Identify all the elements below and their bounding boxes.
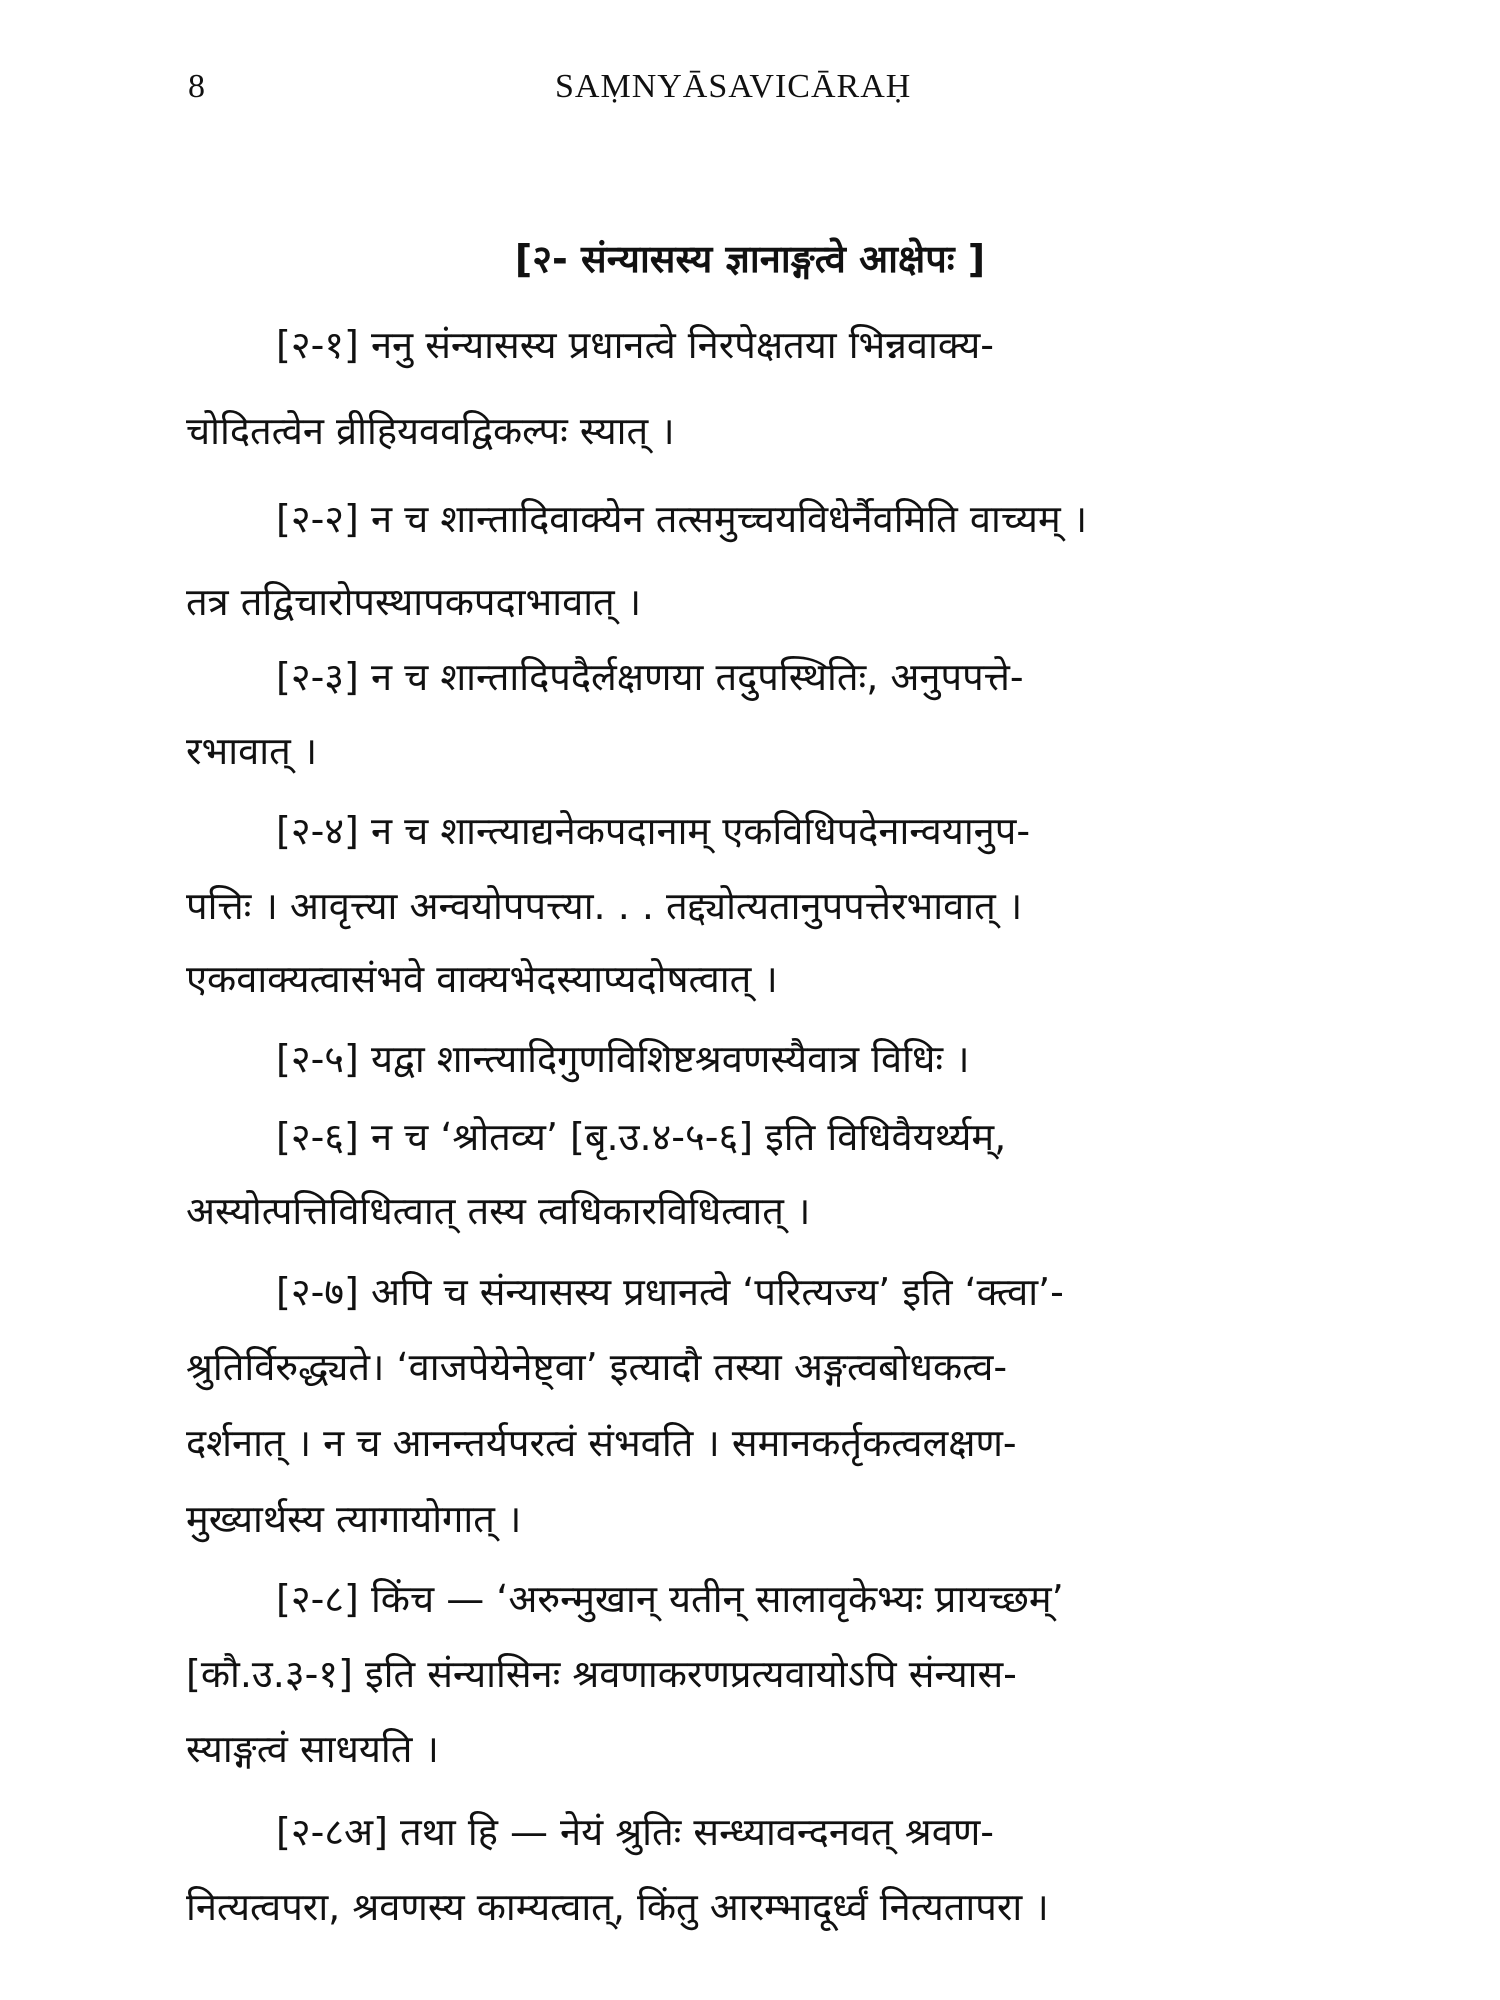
text-line-2-6-start: [२-६] न च ‘श्रोतव्य’ [बृ.उ.४-५-६] इति विधिवैयर्थ्यम्,: [276, 1115, 1007, 1159]
text-line-2-5-start: [२-५] यद्वा शान्त्यादिगुणविशिष्टश्रवणस्यैवात्र विधिः ।: [276, 1037, 970, 1081]
text-line: अस्योत्पत्तिविधित्वात् तस्य त्वधिकारविधित्वात् ।: [186, 1189, 811, 1233]
text-line: एकवाक्यत्वासंभवे वाक्यभेदस्याप्यदोषत्वात् ।: [186, 957, 778, 1001]
text-line-2-8a-start: [२-८अ] तथा हि — नेयं श्रुतिः सन्ध्यावन्दनवत् श्रवण-: [276, 1810, 995, 1854]
text-line: पत्तिः । आवृत्त्या अन्वयोपपत्त्या. . . तद्द्योत्यतानुपपत्तेरभावात् ।: [186, 884, 1023, 928]
text-line: तत्र तद्विचारोपस्थापकपदाभावात् ।: [186, 580, 642, 624]
text-line-2-7-start: [२-७] अपि च संन्यासस्य प्रधानत्वे ‘परित्यज्य’ इति ‘क्त्वा’-: [276, 1270, 1064, 1314]
text-line: श्रुतिर्विरुद्ध्यते। ‘वाजपेयेनेष्ट्वा’ इत्यादौ तस्या अङ्गत्वबोधकत्व-: [186, 1345, 1008, 1389]
section-heading: [२- संन्यासस्य ज्ञानाङ्गत्वे आक्षेपः ]: [514, 237, 986, 281]
text-line-2-4-start: [२-४] न च शान्त्याद्यनेकपदानाम् एकविधिपदेनान्वयानुप-: [276, 809, 1031, 853]
text-line-2-3-start: [२-३] न च शान्तादिपदैर्लक्षणया तदुपस्थितिः, अनुपपत्ते-: [276, 655, 1024, 699]
text-line: रभावात् ।: [186, 729, 318, 773]
page-number: 8: [188, 68, 205, 105]
text-line-2-2-start: [२-२] न च शान्तादिवाक्येन तत्समुच्चयविधेर्नैवमिति वाच्यम् ।: [276, 497, 1088, 541]
text-line-2-1-start: [२-१] ननु संन्यासस्य प्रधानत्वे निरपेक्षतया भिन्नवाक्य-: [276, 323, 994, 367]
text-line: [कौ.उ.३-१] इति संन्यासिनः श्रवणाकरणप्रत्यवायोऽपि संन्यास-: [186, 1652, 1017, 1696]
text-line-2-8-start: [२-८] किंच — ‘अरुन्मुखान् यतीन् सालावृकेभ्यः प्रायच्छम्’: [276, 1577, 1064, 1621]
text-line: मुख्यार्थस्य त्यागायोगात् ।: [186, 1497, 522, 1541]
text-line: चोदितत्वेन व्रीहियववद्विकल्पः स्यात् ।: [186, 409, 675, 453]
running-title: SAṂNYĀSAVICĀRAḤ: [555, 68, 912, 105]
text-line: स्याङ्गत्वं साधयति ।: [186, 1727, 439, 1771]
text-line: दर्शनात् । न च आनन्तर्यपरत्वं संभवति । समानकर्तृकत्वलक्षण-: [186, 1421, 1017, 1465]
text-line: नित्यत्वपरा, श्रवणस्य काम्यत्वात्, किंतु आरम्भादूर्ध्वं नित्यतापरा ।: [186, 1885, 1049, 1929]
